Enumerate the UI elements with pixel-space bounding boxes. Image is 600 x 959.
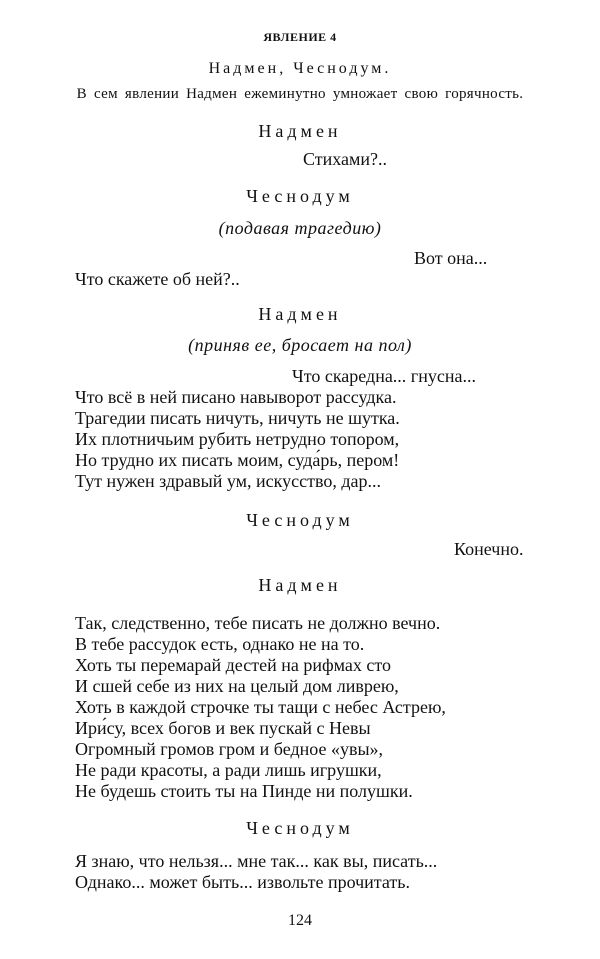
dialogue-line: Их плотничьим рубить нетрудно топором, <box>75 429 400 449</box>
speaker-chesnodum: Чеснодум <box>246 510 354 530</box>
dialogue-line: Что всё в ней писано навыворот рассудка. <box>75 387 397 407</box>
dialogue-line: И сшей себе из них на целый дом ливрею, <box>75 676 399 696</box>
dialogue-line: Так, следственно, тебе писать не должно вечно. <box>75 613 441 633</box>
speaker-nadmen: Надмен <box>258 575 342 595</box>
dialogue-line: Тут нужен здравый ум, искусство, дар... <box>75 471 381 491</box>
dialogue-line: В тебе рассудок есть, однако не на то. <box>75 634 365 654</box>
dialogue-line: Конечно. <box>454 539 524 559</box>
dialogue-line: Но трудно их писать моим, суда́рь, пером! <box>75 450 400 470</box>
dialogue-line: Хоть в каждой строчке ты тащи с небес Астрею, <box>75 697 446 717</box>
stage-note: В сем явлении Надмен ежеминутно умножает свою горячность. <box>76 86 524 102</box>
speaker-nadmen: Надмен <box>258 304 342 324</box>
dialogue-line: Что скажете об ней?.. <box>75 269 240 289</box>
speaker-nadmen: Надмен <box>258 121 342 141</box>
dialogue-line: Не будешь стоить ты на Пинде ни полушки. <box>75 781 413 801</box>
dialogue-line: Трагедии писать ничуть, ничуть не шутка. <box>75 408 400 428</box>
dialogue-line: Не ради красоты, а ради лишь игрушки, <box>75 760 382 780</box>
page-number: 124 <box>288 912 312 929</box>
dialogue-line: Однако... может быть... извольте прочитать. <box>75 872 410 892</box>
speaker-chesnodum: Чеснодум <box>246 818 354 838</box>
dialogue-line: Что скаредна... гнусна... <box>292 366 476 386</box>
characters-line: Надмен, Чеснодум. <box>208 60 392 77</box>
dialogue-line: Я знаю, что нельзя... мне так... как вы, писать... <box>75 851 438 871</box>
dialogue-line: Огромный громов гром и бедное «увы», <box>75 739 384 759</box>
dialogue-line: Хоть ты перемарай дестей на рифмах сто <box>75 655 392 675</box>
dialogue-line: Стихами?.. <box>303 149 388 169</box>
dialogue-line: Ири́су, всех богов и век пускай с Невы <box>75 718 371 738</box>
dialogue-line: Вот она... <box>414 248 488 268</box>
scene-title: ЯВЛЕНИЕ 4 <box>263 30 337 44</box>
speaker-chesnodum: Чеснодум <box>246 186 354 206</box>
stage-direction: (приняв ее, бросает на пол) <box>188 335 412 355</box>
stage-direction: (подавая трагедию) <box>218 218 382 238</box>
